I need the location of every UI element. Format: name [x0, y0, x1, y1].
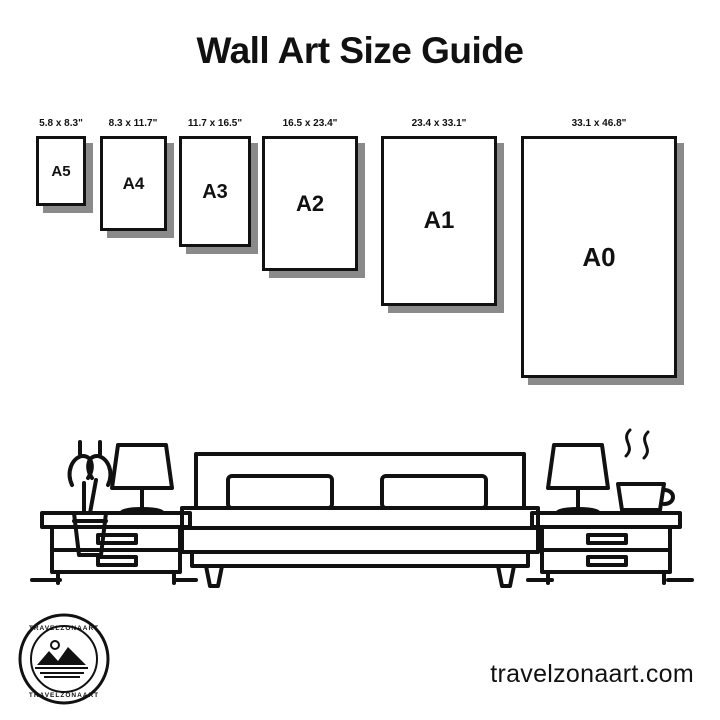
- frame-dimension-a4: 8.3 x 11.7": [108, 118, 158, 129]
- frame-box: [521, 136, 677, 378]
- frame-dimension-a0: 33.1 x 46.8": [571, 118, 627, 129]
- table-lamp-left: [112, 445, 172, 513]
- frame-box: [381, 136, 497, 306]
- frame-a3[interactable]: [179, 136, 258, 254]
- badge-text-bottom: TRAVELZONAART: [28, 692, 100, 699]
- flower-vase: [70, 442, 111, 555]
- frame-box: [36, 136, 86, 206]
- frame-label-a5: A5: [51, 162, 71, 180]
- badge-text-top: TRAVELZONAART: [28, 625, 100, 632]
- frame-label-a4: A4: [122, 174, 145, 193]
- frame-label-a2: A2: [295, 190, 325, 216]
- travelzonaart-badge: [18, 613, 110, 705]
- coffee-mug: [618, 430, 673, 510]
- frame-a4[interactable]: [100, 136, 174, 238]
- frame-a0[interactable]: [521, 136, 684, 385]
- frame-label-a1: A1: [423, 207, 455, 234]
- frame-a2[interactable]: [262, 136, 365, 278]
- frame-a1[interactable]: [381, 136, 504, 313]
- frame-label-a0: A0: [582, 242, 616, 272]
- nightstand-right: [532, 513, 680, 583]
- frame-box: [179, 136, 251, 247]
- frame-a5[interactable]: [36, 136, 93, 213]
- table-lamp-right: [548, 445, 608, 513]
- frame-box: [262, 136, 358, 271]
- page-title: Wall Art Size Guide: [196, 30, 524, 71]
- frame-box: [100, 136, 167, 231]
- bed: [182, 454, 538, 586]
- frame-dimension-a3: 11.7 x 16.5": [187, 118, 243, 129]
- bedroom-scene: [0, 380, 720, 610]
- frame-label-a3: A3: [202, 180, 228, 203]
- frame-dimension-a1: 23.4 x 33.1": [411, 118, 467, 129]
- frame-dimension-a2: 16.5 x 23.4": [282, 118, 338, 129]
- frame-dimension-a5: 5.8 x 8.3": [39, 118, 83, 129]
- site-url[interactable]: travelzonaart.com: [490, 660, 694, 688]
- nightstand-left: [42, 513, 190, 583]
